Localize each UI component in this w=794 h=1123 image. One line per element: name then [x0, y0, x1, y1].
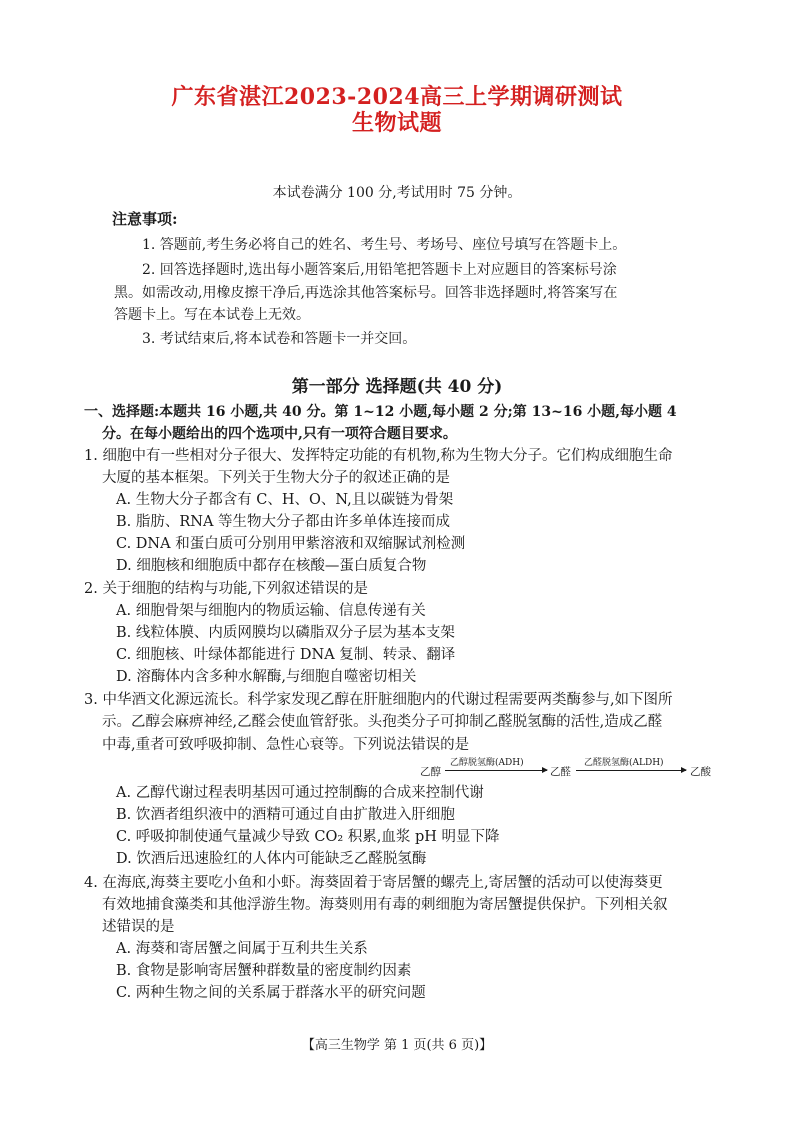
- reaction-substance-acetaldehyde: 乙醛: [550, 766, 571, 778]
- option-d: D. 细胞核和细胞质中都存在核酸—蛋白质复合物: [116, 558, 427, 574]
- option-a: A. 海葵和寄居蟹之间属于互利共生关系: [116, 941, 368, 957]
- notice-line: 答题卡上。写在本试卷上无效。: [114, 307, 310, 323]
- option-a: A. 乙醇代谢过程表明基因可通过控制酶的合成来控制代谢: [116, 785, 484, 801]
- exam-subject-title: 生物试题: [351, 110, 442, 136]
- question-stem: 3. 中华酒文化源远流长。科学家发现乙醇在肝脏细胞内的代谢过程需要两类酶参与,如下图所: [84, 692, 673, 708]
- option-b: B. 线粒体膜、内质网膜均以磷脂双分子层为基本支架: [116, 625, 455, 641]
- question-stem: 4. 在海底,海葵主要吃小鱼和小虾。海葵固着于寄居蟹的螺壳上,寄居蟹的活动可以使海葵更: [84, 875, 663, 891]
- section-title: 第一部分 选择题(共 40 分): [291, 377, 503, 397]
- reaction-arrow: [576, 770, 686, 771]
- notice-line: 3. 考试结束后,将本试卷和答题卡一并交回。: [142, 331, 417, 347]
- option-c: C. 两种生物之间的关系属于群落水平的研究问题: [116, 985, 426, 1001]
- option-c: C. 细胞核、叶绿体都能进行 DNA 复制、转录、翻译: [116, 647, 456, 663]
- option-d: D. 饮酒后迅速脸红的人体内可能缺乏乙醛脱氢酶: [116, 851, 427, 867]
- option-d: D. 溶酶体内含多种水解酶,与细胞自噬密切相关: [116, 669, 417, 685]
- question-stem: 有效地捕食藻类和其他浮游生物。海葵则用有毒的刺细胞为寄居蟹提供保护。下列相关叙: [102, 897, 668, 913]
- exam-info: 本试卷满分 100 分,考试用时 75 分钟。: [272, 185, 522, 201]
- notice-line: 2. 回答选择题时,选出每小题答案后,用铅笔把答题卡上对应题目的答案标号涂: [142, 262, 617, 278]
- notice-heading: 注意事项:: [112, 210, 178, 228]
- reaction-substance-ethanol: 乙醇: [420, 766, 441, 778]
- reaction-enzyme-adh: 乙醇脱氢酶(ADH): [450, 758, 524, 768]
- question-stem: 述错误的是: [102, 919, 175, 935]
- question-stem: 中毒,重者可致呼吸抑制、急性心衰等。下列说法错误的是: [102, 737, 470, 753]
- notice-line: 1. 答题前,考生务必将自己的姓名、考生号、考场号、座位号填写在答题卡上。: [142, 237, 627, 253]
- option-a: A. 细胞骨架与细胞内的物质运输、信息传递有关: [116, 603, 426, 619]
- page-footer: 【高三生物学 第 1 页(共 6 页)】: [301, 1038, 493, 1053]
- option-a: A. 生物大分子都含有 C、H、O、N,且以碳链为骨架: [116, 492, 454, 508]
- reaction-diagram: [420, 758, 711, 778]
- question-stem: 大厦的基本框架。下列关于生物大分子的叙述正确的是: [102, 470, 450, 486]
- option-b: B. 食物是影响寄居蟹种群数量的密度制约因素: [116, 963, 412, 979]
- reaction-enzyme-aldh: 乙醛脱氢酶(ALDH): [584, 758, 664, 768]
- question-stem: 2. 关于细胞的结构与功能,下列叙述错误的是: [84, 581, 369, 597]
- option-c: C. 呼吸抑制使通气量减少导致 CO₂ 积累,血浆 pH 明显下降: [116, 829, 500, 845]
- section-instructions: 一、选择题:本题共 16 小题,共 40 分。第 1~12 小题,每小题 2 分;第 13~16 小题,每小题 4: [84, 404, 677, 420]
- exam-title: 广东省湛江2023-2024高三上学期调研测试: [171, 84, 623, 110]
- reaction-substance-acetic-acid: 乙酸: [690, 766, 711, 778]
- section-instructions: 分。在每小题给出的四个选项中,只有一项符合题目要求。: [102, 426, 457, 442]
- reaction-arrow: [445, 770, 547, 771]
- question-stem: 1. 细胞中有一些相对分子很大、发挥特定功能的有机物,称为生物大分子。它们构成细胞生命: [84, 448, 673, 464]
- option-b: B. 饮酒者组织液中的酒精可通过自由扩散进入肝细胞: [116, 807, 455, 823]
- option-b: B. 脂肪、RNA 等生物大分子都由许多单体连接而成: [116, 514, 451, 530]
- question-stem: 示。乙醇会麻痹神经,乙醛会使血管舒张。头孢类分子可抑制乙醛脱氢酶的活性,造成乙醛: [102, 714, 663, 730]
- notice-line: 黑。如需改动,用橡皮擦干净后,再选涂其他答案标号。回答非选择题时,将答案写在: [114, 285, 618, 301]
- option-c: C. DNA 和蛋白质可分别用甲紫溶液和双缩脲试剂检测: [116, 536, 466, 552]
